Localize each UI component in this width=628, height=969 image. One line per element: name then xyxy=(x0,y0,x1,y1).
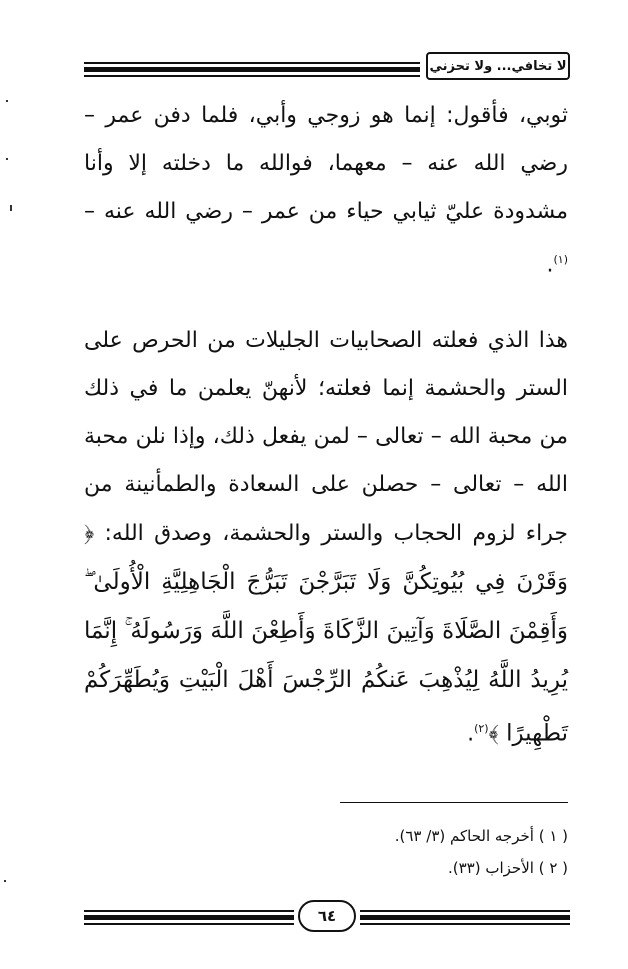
footer-rule xyxy=(360,910,570,912)
footnote-2: ( ٢ ) الأحزاب (٣٣). xyxy=(447,859,568,877)
paragraph-2-text: هذا الذي فعلته الصحابيات الجليلات من الحرص على الستر والحشمة إنما فعلته؛ لأنهنّ يعلمن ما في ذلك من محبة الله – تعالى – لمن يفعل ذلك، وإذا نلن محبة الله – تعالى – حصلن على السعادة والطمأنينة من جراء لزوم الحجاب والستر والحشمة، وصدق الله: xyxy=(84,328,568,547)
scan-speck xyxy=(10,205,12,211)
quran-verse: ﴿ وَقَرْنَ فِي بُيُوتِكُنَّ وَلَا تَبَرَّجْنَ تَبَرُّجَ الْجَاهِلِيَّةِ الْأُولَىٰ ۖ وَأَقِمْنَ الصَّلَاةَ وَآتِينَ الزَّكَاةَ وَأَطِعْنَ اللَّهَ وَرَسُولَهُ ۚ إِنَّمَا يُرِيدُ اللَّهُ لِيُذْهِبَ عَنكُمُ الرِّجْسَ أَهْلَ الْبَيْتِ وَيُطَهِّرَكُمْ تَطْهِيرًا ﴾ xyxy=(84,520,568,747)
footnote-ref-1: (١) xyxy=(553,253,568,266)
header-rule xyxy=(84,75,420,77)
scan-speck xyxy=(4,880,6,882)
paragraph-2-end: . xyxy=(467,721,475,747)
footer-rule xyxy=(84,910,294,912)
main-text xyxy=(84,92,568,759)
paragraph-1-text: ثوبي، فأقول: إنما هو زوجي وأبي، فلما دفن عمر – رضي الله عنه – معهما، فوالله ما دخلته إلا وأنا مشدودة عليّ ثيابي حياء من عمر – رضي الله عنه – xyxy=(84,103,568,224)
page-header xyxy=(84,52,570,86)
scan-speck xyxy=(6,100,8,102)
footer-rule xyxy=(84,923,294,925)
scan-speck xyxy=(6,158,8,160)
header-rule xyxy=(84,67,420,72)
footer-rule xyxy=(360,923,570,925)
header-rule xyxy=(84,62,420,64)
running-title: لا تخافي... ولا تحزني xyxy=(426,52,570,80)
page-number: ٦٤ xyxy=(298,900,356,932)
paragraph-2 xyxy=(84,317,568,758)
footer-rule xyxy=(84,915,294,920)
paragraph-1 xyxy=(84,92,568,289)
footer-rule xyxy=(360,915,570,920)
footnote-1: ( ١ ) أخرجه الحاكم (٣/ ٦٣). xyxy=(394,827,568,845)
footnote-ref-2: (٢) xyxy=(474,722,489,736)
page-footer xyxy=(84,898,570,938)
footnotes xyxy=(84,820,568,884)
footnote-separator xyxy=(340,802,568,803)
paragraph-1-end: . xyxy=(546,252,554,278)
